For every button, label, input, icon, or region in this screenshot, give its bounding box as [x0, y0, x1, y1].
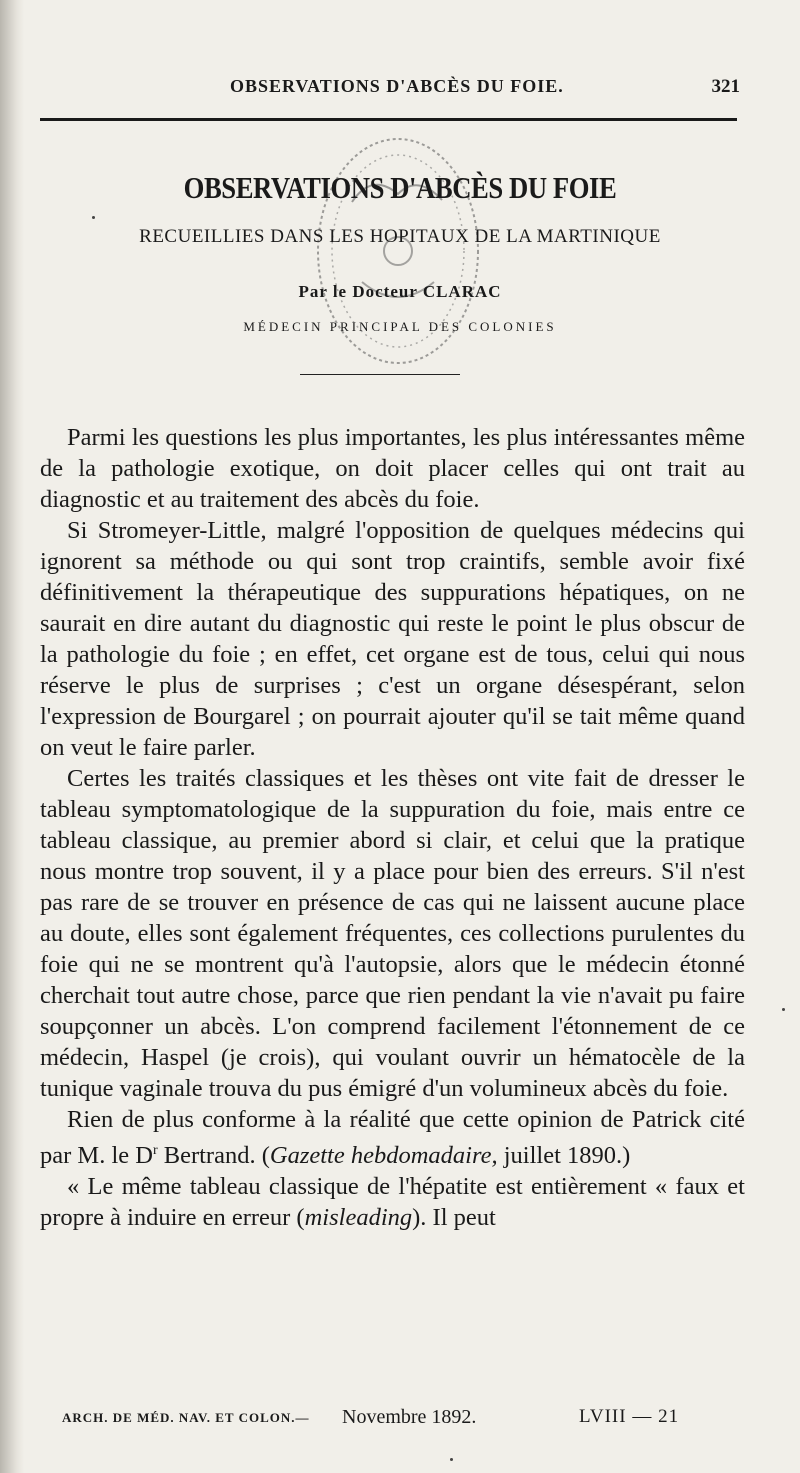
footer-date: Novembre 1892.	[342, 1406, 477, 1428]
page-footer	[62, 1408, 682, 1438]
paragraph-4-text: Rien de plus conforme à la réalité que cette opinion de Patrick cité par M. le D	[40, 1106, 745, 1170]
paragraph-1: Parmi les questions les plus importantes, les plus intéressantes même de la pathologie exotique, on doit placer celles qui ont trait au diagnostic et au traitement des abcès du foie.	[40, 424, 745, 513]
page-number: 321	[711, 76, 740, 97]
paragraph-4	[40, 1104, 745, 1171]
page-edge-shadow	[0, 0, 24, 1473]
author-affiliation: MÉDECIN PRINCIPAL DES COLONIES	[243, 319, 557, 334]
quotation-text: « Le même tableau classique de l'hépatite est entièrement « faux et propre à induire en erreur (	[40, 1173, 745, 1232]
header-rule	[40, 118, 737, 121]
article-title: OBSERVATIONS D'ABCÈS DU FOIE	[183, 170, 617, 205]
running-head-title: OBSERVATIONS D'ABCÈS DU FOIE.	[230, 76, 564, 96]
article-author: Par le Docteur CLARAC	[298, 282, 502, 301]
quotation-text-end: ). Il peut	[412, 1204, 496, 1232]
footer-journal: ARCH. DE MÉD. NAV. ET COLON.—	[62, 1410, 310, 1425]
paragraph-3: Certes les traités classiques et les thèses ont vite fait de dresser le tableau symptomatologique de la suppuration du foie, mais entre ce tableau classique, au premier abord si clair, et celui que la pratique nous montre trop souvent, il y a place pour bien des erreurs. S'il n'est pas rare de se trouver en présence de cas qui ne laissent aucune place au doute, elles sont également fréquentes, ces collections purulentes du foie qui ne se montrent qu'à l'autopsie, alors que le médecin étonné cherchait tout autre chose, parce que rien pendant la vie n'avait pu faire soupçonner un abcès. L'on comprend facilement l'étonnement de ce médecin, Haspel (je crois), qui voulant ouvrir un hématocèle de la tunique vaginale trouva du pus émigré d'un volumineux abcès du foie.	[40, 765, 745, 1102]
ink-speck	[450, 1458, 453, 1461]
article-body	[40, 422, 745, 1233]
paragraph-5	[40, 1171, 745, 1233]
title-separator-rule	[300, 374, 460, 375]
paragraph-2: Si Stromeyer-Little, malgré l'opposition de quelques médecins qui ignorent sa méthode ou qui sont trop craintifs, semble avoir fixé définitivement la thérapeutique des suppurations hépatiques, on ne saurait en dire autant du diagnostic qui reste le point le plus obscur de la pathologie du foie ; en effet, cet organe est de tous, celui qui nous réserve le plus de surprises ; c'est un organe désespérant, selon l'expression de Bourgarel ; on pourrait ajouter qu'il se tait même quand on veut le faire parler.	[40, 517, 745, 761]
doctor-abbrev-superscript: r	[152, 1143, 158, 1158]
journal-title-italic: Gazette hebdomadaire,	[269, 1142, 498, 1170]
paragraph-4-citation: Bertrand. (	[157, 1142, 270, 1170]
quotation-italic-term: misleading	[304, 1204, 413, 1232]
running-head	[40, 76, 740, 106]
footer-signature: LVIII — 21	[579, 1406, 680, 1427]
paragraph-4-date: juillet 1890.)	[497, 1142, 631, 1170]
ink-speck	[782, 1008, 785, 1011]
article-subtitle: RECUEILLIES DANS LES HOPITAUX DE LA MARTINIQUE	[139, 226, 661, 247]
ink-speck	[92, 216, 95, 219]
